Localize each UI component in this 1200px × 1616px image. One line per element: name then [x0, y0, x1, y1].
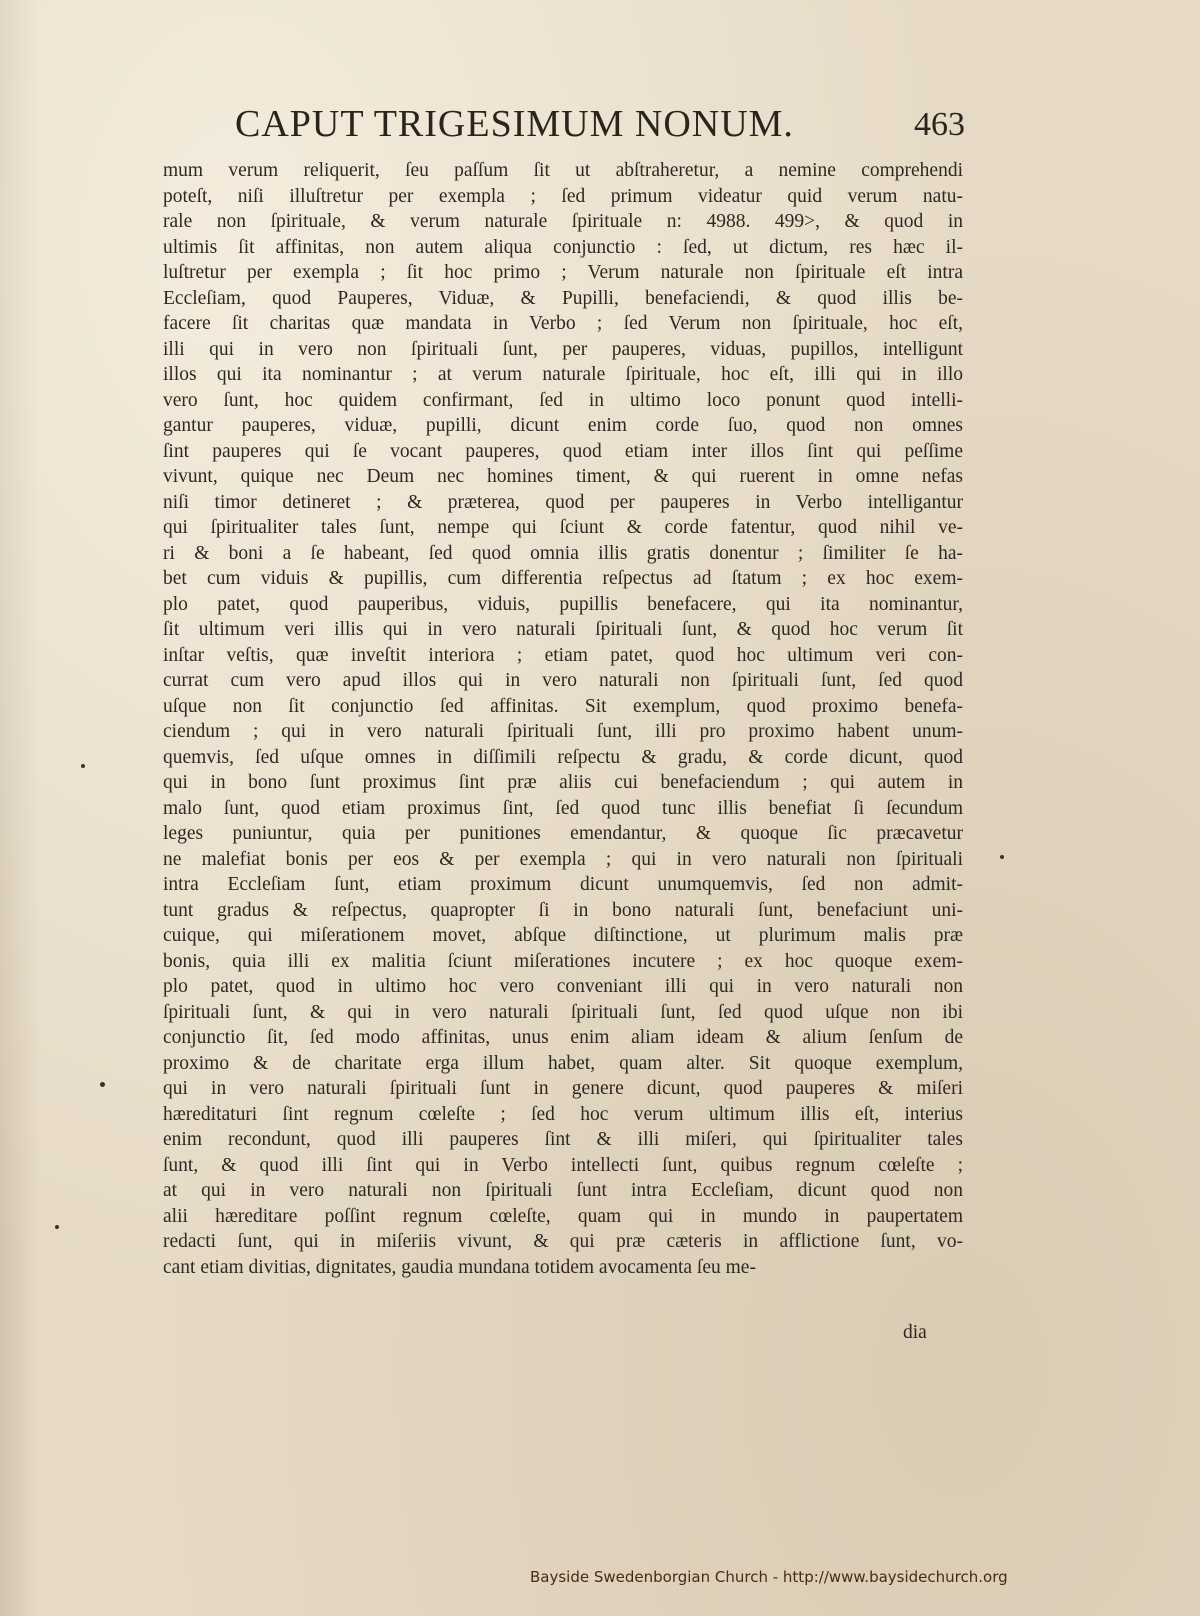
- text-line: bet cum viduis & pupillis, cum differentia reſpectus ad ſtatum ; ex hoc exem-: [163, 568, 963, 589]
- text-line: plo patet, quod pauperibus, viduis, pupillis benefacere, qui ita nominantur,: [163, 593, 963, 615]
- text-line: plo patet, quod in ultimo hoc vero conveniant illi qui in vero naturali non: [163, 976, 963, 997]
- text-line: ſpirituali ſunt, & qui in vero naturali ſpirituali ſunt, ſed quod uſque non ibi: [163, 1001, 963, 1023]
- text-line: ſit ultimum veri illis qui in vero naturali ſpirituali ſunt, & quod hoc verum ſit: [163, 619, 963, 640]
- text-line: enim recondunt, quod illi pauperes ſint & illi miſeri, qui ſpiritualiter tales: [163, 1129, 963, 1150]
- text-line: ultimis ſit affinitas, non autem aliqua conjunctio : ſed, ut dictum, res hæc il-: [163, 236, 963, 258]
- text-line: alii hæreditare poſſint regnum cœleſte, quam qui in mundo in paupertatem: [163, 1205, 963, 1227]
- text-line: facere ſit charitas quæ mandata in Verbo ; ſed Verum non ſpirituale, hoc eſt,: [163, 313, 963, 334]
- text-line: cant etiam divitias, dignitates, gaudia mundana totidem avocamenta ſeu me-: [163, 1256, 756, 1278]
- text-line: at qui in vero naturali non ſpirituali ſunt intra Eccleſiam, dicunt quod non: [163, 1180, 963, 1201]
- text-line: mum verum reliquerit, ſeu paſſum ſit ut abſtraheretur, a nemine comprehendi: [163, 160, 963, 181]
- text-line: cuique, qui miſerationem movet, abſque diſtinctione, ut plurimum malis præ: [163, 925, 963, 946]
- text-line: qui ſpiritualiter tales ſunt, nempe qui ſciunt & corde fatentur, quod nihil ve-: [163, 517, 963, 538]
- text-line: vero ſunt, hoc quidem confirmant, ſed in ultimo loco ponunt quod intelli-: [163, 389, 963, 411]
- text-line: malo ſunt, quod etiam proximus ſint, ſed quod tunc illis benefiat ſi ſecundum: [163, 797, 963, 819]
- page-header: [235, 102, 965, 152]
- text-line: illi qui in vero non ſpirituali ſunt, per pauperes, viduas, pupillos, intelligunt: [163, 338, 963, 360]
- text-line: vivunt, quique nec Deum nec homines timent, & qui ruerent in omne nefas: [163, 466, 963, 487]
- text-line: poteſt, niſi illuſtretur per exempla ; ſed primum videatur quid verum natu-: [163, 185, 963, 207]
- running-title: CAPUT TRIGESIMUM NONUM.: [235, 103, 794, 145]
- text-line: illos qui ita nominantur ; at verum naturale ſpirituale, hoc eſt, illi qui in illo: [163, 364, 963, 385]
- text-line: ſunt, & quod illi ſint qui in Verbo intellecti ſunt, quibus regnum cœleſte ;: [163, 1154, 963, 1176]
- paper-speck: [100, 1082, 105, 1087]
- text-line: ciendum ; qui in vero naturali ſpirituali ſunt, illi pro proximo habent unum-: [163, 721, 963, 742]
- text-line: redacti ſunt, qui in miſeriis vivunt, & qui præ cæteris in afflictione ſunt, vo-: [163, 1231, 963, 1252]
- paper-speck: [81, 764, 85, 768]
- text-line: gantur pauperes, viduæ, pupilli, dicunt enim corde ſuo, quod non omnes: [163, 415, 963, 436]
- text-line: currat cum vero apud illos qui in vero naturali non ſpirituali ſunt, ſed quod: [163, 670, 963, 691]
- footer-credit: Bayside Swedenborgian Church - http://www.baysidechurch.org: [530, 1568, 1008, 1586]
- text-line: niſi timor detineret ; & præterea, quod per pauperes in Verbo intelligantur: [163, 491, 963, 513]
- text-line: tunt gradus & reſpectus, quapropter ſi in bono naturali ſunt, benefaciunt uni-: [163, 899, 963, 921]
- text-line: proximo & de charitate erga illum habet, quam alter. Sit quoque exemplum,: [163, 1052, 963, 1074]
- text-line: qui in vero naturali ſpirituali ſunt in genere dicunt, quod pauperes & miſeri: [163, 1078, 963, 1099]
- body-text: [163, 158, 963, 1280]
- text-line: ri & boni a ſe habeant, ſed quod omnia illis gratis donentur ; ſimiliter ſe ha-: [163, 542, 963, 564]
- catchword: dia: [903, 1322, 927, 1343]
- page-number: 463: [914, 106, 965, 143]
- text-line: uſque non ſit conjunctio ſed affinitas. Sit exemplum, quod proximo benefa-: [163, 695, 963, 717]
- text-line: luſtretur per exempla ; ſit hoc primo ; Verum naturale non ſpirituale eſt intra: [163, 262, 963, 283]
- text-line: qui in bono ſunt proximus ſint præ aliis cui benefaciendum ; qui autem in: [163, 772, 963, 793]
- text-line: bonis, quia illi ex malitia ſciunt miſerationes incutere ; ex hoc quoque exem-: [163, 950, 963, 972]
- text-line: rale non ſpirituale, & verum naturale ſpirituale n: 4988. 499>, & quod in: [163, 211, 963, 232]
- text-line: ſint pauperes qui ſe vocant pauperes, quod etiam inter illos ſint qui peſſime: [163, 440, 963, 462]
- paper-speck: [1000, 855, 1004, 859]
- paper-speck: [55, 1225, 59, 1229]
- text-line: hæreditaturi ſint regnum cœleſte ; ſed hoc verum ultimum illis eſt, interius: [163, 1103, 963, 1125]
- text-line: inſtar veſtis, quæ inveſtit interiora ; etiam patet, quod hoc ultimum veri con-: [163, 644, 963, 666]
- text-line: ne malefiat bonis per eos & per exempla ; qui in vero naturali non ſpirituali: [163, 848, 963, 870]
- text-line: intra Eccleſiam ſunt, etiam proximum dicunt unumquemvis, ſed non admit-: [163, 874, 963, 895]
- text-line: leges puniuntur, quia per punitiones emendantur, & quoque ſic præcavetur: [163, 823, 963, 844]
- text-line: quemvis, ſed uſque omnes in diſſimili reſpectu & gradu, & corde dicunt, quod: [163, 746, 963, 768]
- text-line: Eccleſiam, quod Pauperes, Viduæ, & Pupilli, benefaciendi, & quod illis be-: [163, 287, 963, 309]
- text-line: conjunctio ſit, ſed modo affinitas, unus enim aliam ideam & alium ſenſum de: [163, 1027, 963, 1048]
